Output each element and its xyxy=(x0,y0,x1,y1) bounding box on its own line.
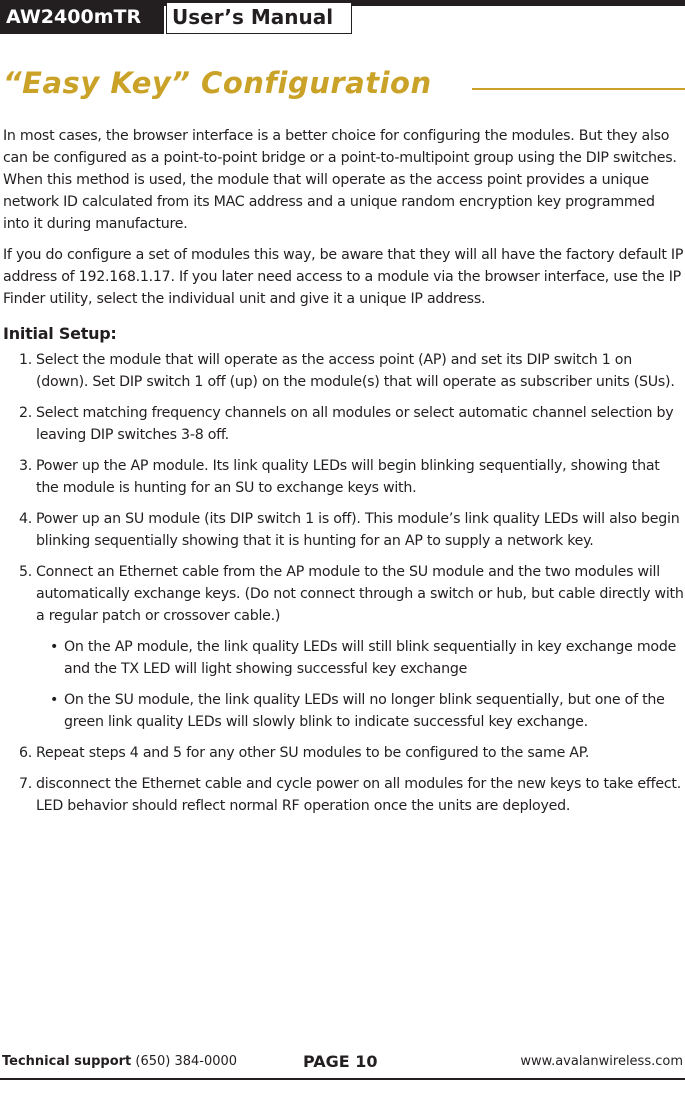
step-number: 4. xyxy=(19,511,33,527)
step-text: Repeat steps 4 and 5 for any other SU modules to be configured to the same AP. xyxy=(36,745,590,761)
step-number: 6. xyxy=(19,745,33,761)
main-content xyxy=(3,125,685,826)
support-phone: (650) 384-0000 xyxy=(135,1054,238,1069)
bullet-dot: • xyxy=(50,639,59,655)
bullet-dot: • xyxy=(50,692,59,708)
bullet-text: On the AP module, the link quality LEDs will still blink sequentially in key exchange mode and the TX LED will light showing successful key exchange xyxy=(64,639,677,677)
title-rule xyxy=(472,88,685,90)
step-text: Power up the AP module. Its link quality LEDs will begin blinking sequentially, showing that the module is hunting for an SU to exchange keys with. xyxy=(36,458,660,496)
step-text: Power up an SU module (its DIP switch 1 is off). This module’s link quality LEDs will also begin blinking sequentially showing that it is hunting for an AP to supply a network key. xyxy=(36,511,680,549)
step-item xyxy=(3,561,685,733)
step-number: 2. xyxy=(19,405,33,421)
support-label: Technical support xyxy=(2,1054,132,1069)
page-footer xyxy=(0,1050,685,1074)
step-item xyxy=(3,402,685,446)
step-number: 7. xyxy=(19,776,33,792)
step-5-bullets xyxy=(36,636,685,733)
step-text: Select matching frequency channels on all modules or select automatic channel selection by leaving DIP switches 3-8 off. xyxy=(36,405,674,443)
setup-steps-list xyxy=(3,349,685,817)
footer-rule xyxy=(0,1078,685,1080)
setup-heading: Initial Setup: xyxy=(3,324,117,343)
step-number: 1. xyxy=(19,352,33,368)
step-text: Connect an Ethernet cable from the AP module to the SU module and the two modules will automatically exchange keys. (Do not connect through a switch or hub, but cable directly with a regular patch or crossover cable.) xyxy=(36,564,684,624)
bullet-text: On the SU module, the link quality LEDs will no longer blink sequentially, but one of the green link quality LEDs will slowly blink to indicate successful key exchange. xyxy=(64,692,665,730)
step-item xyxy=(3,742,685,764)
intro-paragraph-1: In most cases, the browser interface is a better choice for configuring the modules. But they also can be configured as a point-to-point bridge or a point-to-multipoint group using the DIP switches. When this method is used, the module that will operate as the access point provides a unique network ID calculated from its MAC address and a unique random encryption key programmed into it during manufacture. xyxy=(3,128,677,232)
website-link[interactable]: www.avalanwireless.com xyxy=(520,1054,683,1069)
bullet-item xyxy=(36,689,685,733)
page-title: “Easy Key” Configuration xyxy=(3,66,432,100)
tech-support xyxy=(2,1050,237,1074)
page-number: PAGE 10 xyxy=(303,1052,378,1071)
step-item xyxy=(3,455,685,499)
step-text: Select the module that will operate as the access point (AP) and set its DIP switch 1 on (down). Set DIP switch 1 off (up) on the module(s) that will operate as subscriber units (SUs). xyxy=(36,352,675,390)
step-number: 5. xyxy=(19,564,33,580)
intro-paragraph-2: If you do configure a set of modules this way, be aware that they will all have the factory default IP address of 192.168.1.17. If you later need access to a module via the browser interface, use the IP Finder utility, select the individual unit and give it a unique IP address. xyxy=(3,247,684,307)
step-text: disconnect the Ethernet cable and cycle power on all modules for the new keys to take effect. LED behavior should reflect normal RF operation once the units are deployed. xyxy=(36,776,681,814)
step-item xyxy=(3,349,685,393)
bullet-item xyxy=(36,636,685,680)
model-tab: AW2400mTR xyxy=(0,0,164,34)
manual-tab: User’s Manual xyxy=(166,2,352,34)
step-item xyxy=(3,508,685,552)
step-item xyxy=(3,773,685,817)
step-number: 3. xyxy=(19,458,33,474)
